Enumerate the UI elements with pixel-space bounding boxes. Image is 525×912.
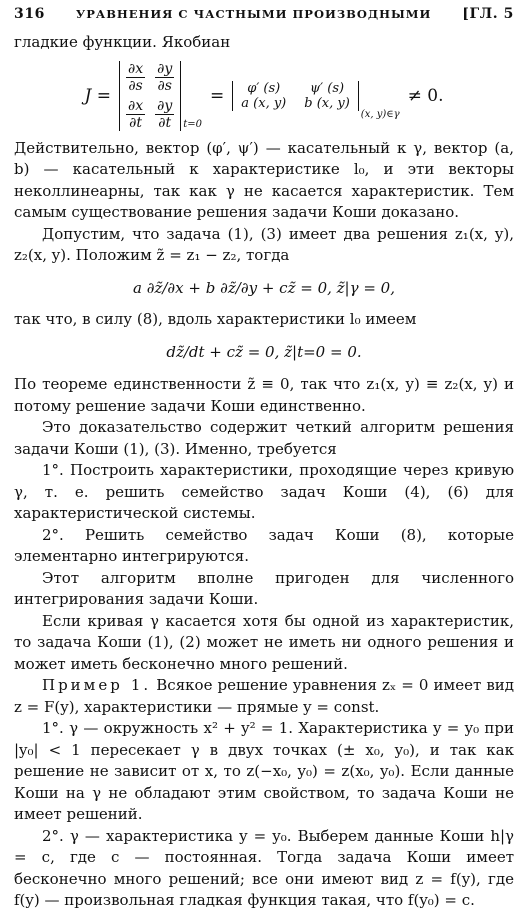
matrix-entry: ψ′ (s) (309, 80, 345, 96)
chapter-label: [ГЛ. 5 (462, 6, 514, 22)
paragraph: Это доказательство содержит четкий алгоритм решения задачи Коши (1), (3). Именно, требуется (14, 418, 514, 458)
nonzero-rhs: ≠ 0. (407, 85, 444, 106)
paragraph: Допустим, что задача (1), (3) имеет два решения z₁(x, y), z₂(x, y). Положим z̃ = z₁ − z₂, тогда (14, 224, 514, 264)
matrix-entry: $\frac{\partial y}{\partial s}$ (157, 60, 173, 94)
running-title: УРАВНЕНИЯ С ЧАСТНЫМИ ПРОИЗВОДНЫМИ (75, 7, 432, 21)
paragraph: 1°. γ — окружность x² + y² = 1. Характеристика y = y₀ при |y₀| < 1 пересекает γ в двух точках (± x₀, y₀), и так как решение не зависит от x, то z(−x₀, y₀) = z(x₀, y₀). Если данные Коши на γ не обладают этим свойством, то задача Коши не имеет решений. (14, 719, 514, 823)
example-text: Всякое решение уравнения zₓ = 0 имеет вид z = F(y), характеристики — прямые y = const. (14, 676, 514, 716)
running-header (14, 6, 514, 32)
matrix-entry: $\frac{\partial x}{\partial s}$ (127, 60, 144, 94)
equals-sign: = (210, 85, 225, 106)
paragraph: 2°. γ — характеристика y = y₀. Выберем данные Коши h|γ = c, где c — постоянная. Тогда задача Коши имеет бесконечно много решений; все они имеют вид z = f(y), где f(y) — произвольная гладкая функция такая, что f(y₀) = c. (14, 826, 514, 909)
paragraph: гладкие функции. Якобиан (14, 33, 231, 51)
page-number: 316 (14, 6, 46, 22)
paragraph: Если кривая γ касается хотя бы одной из характеристик, то задача Коши (1), (2) может не иметь ни одного решения и может иметь бесконечно много решений. (14, 611, 514, 673)
subscript-gamma: (x, y)∈γ (360, 108, 400, 120)
matrix-entry: φ′ (s) (247, 80, 281, 96)
paragraph (14, 675, 514, 718)
equation: dz̃/dt + cz̃ = 0, z̃|t=0 = 0. (166, 343, 362, 361)
equation: a ∂z̃/∂x + b ∂z̃/∂y + cz̃ = 0, z̃|γ = 0, (133, 278, 395, 297)
jacobian-lhs: J = (84, 85, 111, 106)
matrix-entry: a (x, y) (241, 95, 287, 111)
subscript-t0: t=0 (183, 118, 203, 130)
tangent-matrix (232, 81, 359, 111)
jacobian-equation (14, 54, 514, 138)
paragraph: так что, в силу (8), вдоль характеристики l₀ имеем (14, 309, 417, 328)
paragraph: 2°. Решить семейство задач Коши (8), которые элементарно интегрируются. (14, 525, 514, 565)
paragraph: Этот алгоритм вполне пригоден для численного интегрирования задачи Коши. (14, 568, 514, 608)
page (14, 6, 514, 912)
paragraph: Действительно, вектор (φ′, ψ′) — касательный к γ, вектор (a, b) — касательный к характеристике l₀, и эти векторы неколлинеарны, так как γ не касается характеристик. Тем самым существование решения задачи Коши доказано. (14, 138, 514, 221)
matrix-entry: $\frac{\partial y}{\partial t}$ (157, 97, 173, 131)
jacobian-matrix (119, 61, 181, 131)
paragraph: По теореме единственности z̃ ≡ 0, так что z₁(x, y) ≡ z₂(x, y) и потому решение задачи Коши единственно. (14, 375, 514, 415)
matrix-entry: b (x, y) (304, 95, 350, 111)
matrix-entry: $\frac{\partial x}{\partial t}$ (127, 97, 144, 131)
example-label: Пример 1. (42, 676, 152, 694)
paragraph: 1°. Построить характеристики, проходящие через кривую γ, т. е. решить семейство задач Коши (4), (6) для характеристической системы. (14, 461, 514, 522)
